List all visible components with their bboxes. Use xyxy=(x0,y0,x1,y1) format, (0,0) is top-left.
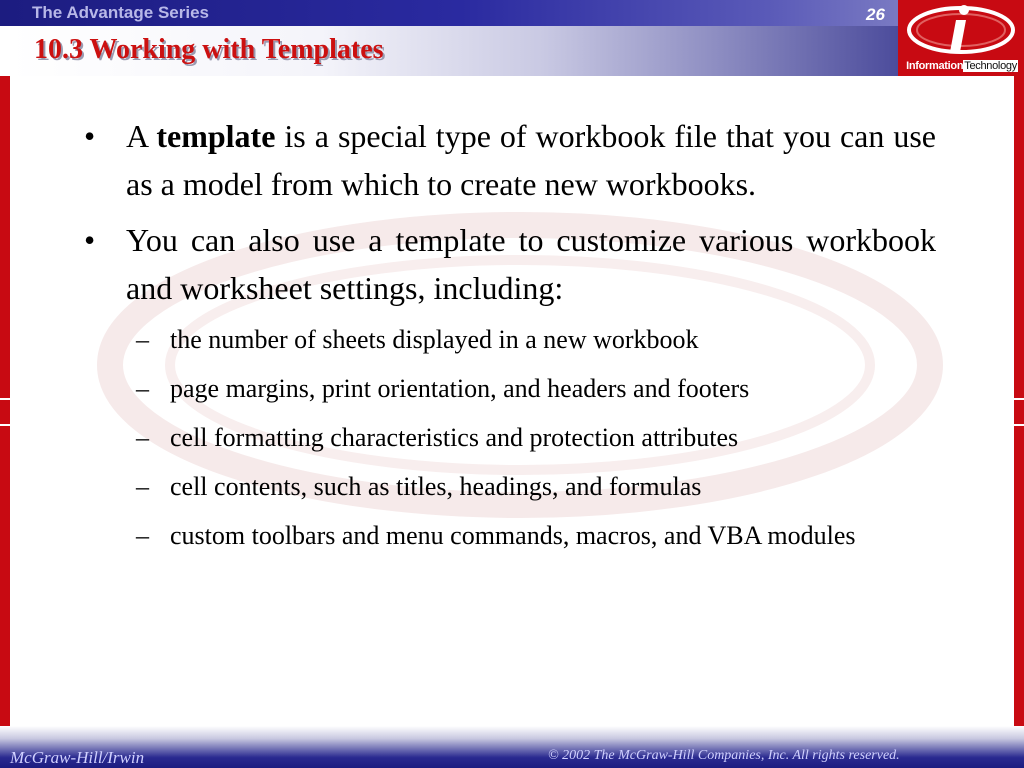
bullet-bold-term: template xyxy=(156,118,276,154)
sub-bullet-dash: – xyxy=(136,521,149,550)
information-technology-i-logo-icon xyxy=(904,2,1018,60)
bullet-text: You can also use a template to customize various workbook and worksheet settings, including: xyxy=(126,222,936,306)
slide-number: 26 xyxy=(866,5,885,24)
sub-bullet-dash: – xyxy=(136,374,149,403)
sub-bullet-dash: – xyxy=(136,472,149,501)
sub-bullet-text: custom toolbars and menu commands, macros, and VBA modules xyxy=(170,521,856,550)
series-title: The Advantage Series xyxy=(32,3,209,22)
sub-bullet-text: page margins, print orientation, and headers and footers xyxy=(170,374,750,403)
bullet-item xyxy=(84,112,936,208)
sub-bullet-item xyxy=(84,369,936,409)
left-divider-line xyxy=(0,398,10,400)
slide-content xyxy=(84,112,936,565)
bullet-item xyxy=(84,216,936,312)
slide-title: 10.3 Working with Templates xyxy=(34,34,384,65)
sub-bullet-item xyxy=(84,418,936,458)
sub-bullet-item xyxy=(84,516,936,556)
copyright-footer: © 2002 The McGraw-Hill Companies, Inc. All rights reserved. xyxy=(548,748,900,763)
publisher-footer: McGraw-Hill/Irwin xyxy=(10,748,145,767)
logo-text-technology: Technology xyxy=(964,60,1017,72)
left-red-bar xyxy=(0,76,10,726)
sub-bullet-text: the number of sheets displayed in a new workbook xyxy=(170,325,699,354)
left-divider-line xyxy=(0,424,10,426)
right-divider-line xyxy=(1014,398,1024,400)
logo-text-information: Information xyxy=(906,60,964,72)
bullet-dot: • xyxy=(84,118,96,154)
sub-bullet-dash: – xyxy=(136,423,149,452)
bullet-text-after: is a special type of workbook file that you can use as a model from which to create new workbooks. xyxy=(126,118,936,202)
sub-bullet-text: cell contents, such as titles, headings, and formulas xyxy=(170,472,702,501)
logo-text xyxy=(900,60,1024,72)
bullet-dot: • xyxy=(84,222,96,258)
sub-bullet-item xyxy=(84,320,936,360)
sub-bullet-dash: – xyxy=(136,325,149,354)
sub-bullet-item xyxy=(84,467,936,507)
right-divider-line xyxy=(1014,424,1024,426)
bullet-text-before: A xyxy=(126,118,157,154)
right-red-bar xyxy=(1014,76,1024,726)
sub-bullet-text: cell formatting characteristics and protection attributes xyxy=(170,423,739,452)
